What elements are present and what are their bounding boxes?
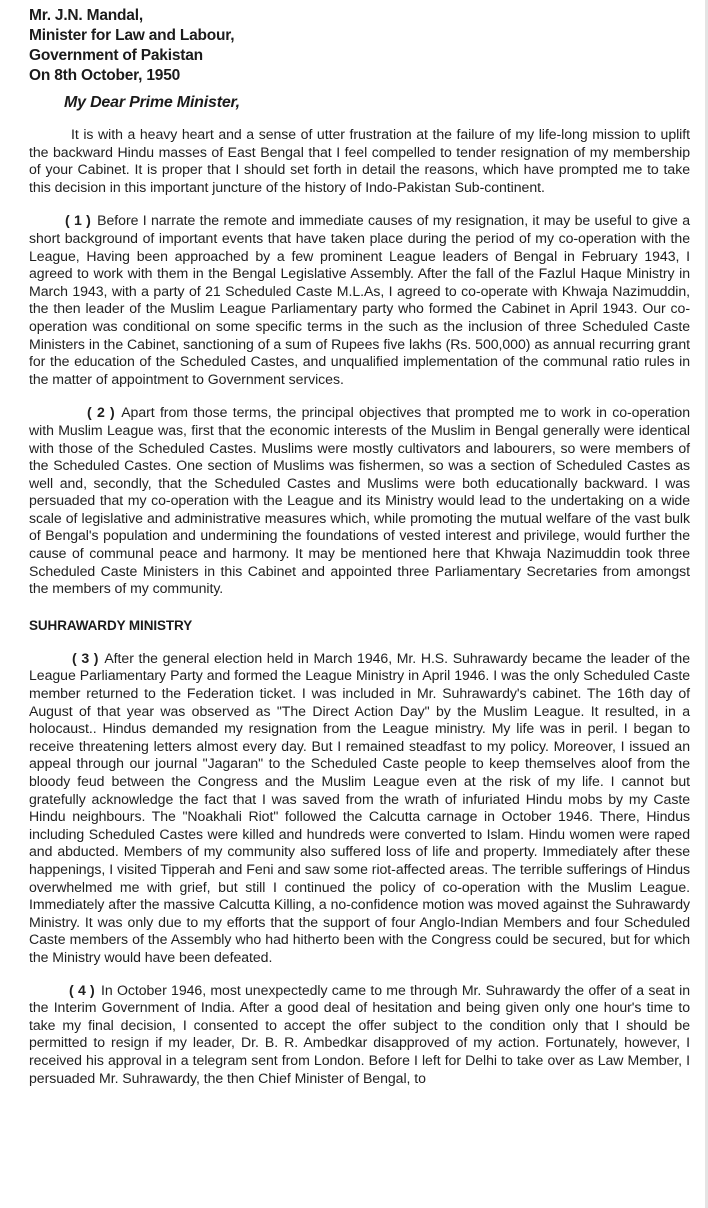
paragraph-text: In October 1946, most unexpectedly came to me through Mr. Suhrawardy the offer of a seat in the Interim Government of India. After a good deal of hesitation and being given only one hour's time to take my final decision, I consented to accept the offer subject to the condition only that I should be permitted to resign if my leader, Dr. B. R. Ambedkar disapproved of my action. Fortunately, however, I received his approval in a telegram sent from London. Before I left for Delhi to take over as Law Member, I persuaded Mr. Suhrawardy, the then Chief Minister of Bengal, to: [29, 981, 690, 1086]
salutation: My Dear Prime Minister,: [64, 94, 240, 111]
paragraph-text: After the general election held in March 1946, Mr. H.S. Suhrawardy became the leader of the League Parliamentary Party and formed the League Ministry in April 1946. I was the only Scheduled Caste member returned to the Federation ticket. I was included in Mr. Suhrawardy's cabinet. The 16th day of August of that year was observed as "The Direct Action Day" by the Muslim League. It resulted, in a holocaust.. Hindus demanded my resignation from the League ministry. My life was in peril. I began to receive threatening letters almost every day. But I remained steadfast to my policy. Moreover, I issued an appeal through our journal "Jagaran" to the Scheduled Caste people to keep themselves aloof from the bloody feud between the Congress and the Muslim League even at the risk of my life. I cannot but gratefully acknowledge the fact that I was saved from the wrath of infuriated Hindu mobs by my Caste Hindu neighbours. The "Noakhali Riot" followed the Calcutta carnage in October 1946. There, Hindus including Scheduled Castes were killed and hundreds were converted to Islam. Hindu women were raped and abducted. Members of my community also suffered loss of life and property. Immediately after these happenings, I visited Tipperah and Feni and saw some riot-affected areas. The terrible sufferings of Hindus overwhelmed me with grief, but still I continued the policy of co-operation with the Muslim League. Immediately after the massive Calcutta Killing, a no-confidence motion was moved against the Suhrawardy Ministry. It was only due to my efforts that the support of four Anglo-Indian Members and four Scheduled Caste members of the Assembly who had hitherto been with the Congress could be secured, but for which the Ministry would have been defeated.: [29, 649, 691, 965]
paragraph-number: ( 3 ): [72, 649, 99, 666]
paragraph-text: Apart from those terms, the principal objectives that prompted me to work in co-operation with Muslim League was, first that the economic interests of the Muslim in Bengal generally were identical with those of the Scheduled Castes. Muslims were mostly cultivators and labourers, so were members of the Scheduled Castes. One section of Muslims was fishermen, so was a section of Scheduled Castes as well and, secondly, that the Scheduled Castes and Muslims were both educationally backward. I was persuaded that my co-operation with the League and its Ministry would lead to the undertaking on a wide scale of legislative and administrative measures which, while promoting the mutual welfare of the vast bulk of Bengal's population and undermining the foundations of vested interest and privilege, would further the cause of communal peace and harmony. It may be mentioned here that Khwaja Nazimuddin took three Scheduled Caste Ministers in this Cabinet and appointed three Parliamentary Secretaries from amongst the members of my community.: [29, 404, 690, 597]
letter-header: [29, 6, 690, 86]
intro-paragraph: It is with a heavy heart and a sense of utter frustration at the failure of my life-long mission to uplift the backward Hindu masses of East Bengal that I feel compelled to tender resignation of my membership of your Cabinet. It is proper that I should set forth in detail the reasons, which have prompted me to take this decision in this important juncture of the history of Indo-Pakistan Sub-continent.: [29, 126, 690, 195]
paragraph-number: ( 4 ): [69, 981, 95, 998]
section-heading: SUHRAWARDY MINISTRY: [29, 617, 193, 633]
paragraph-text: Before I narrate the remote and immediate causes of my resignation, it may be useful to give a short background of important events that have taken place during the period of my co-operation with the League, Having been approached by a few prominent League leaders of Bengal in February 1943, I agreed to work with them in the Bengal Legislative Assembly. After the fall of the Fazlul Haque Ministry in March 1943, with a party of 21 Scheduled Caste M.L.As, I agreed to co-operate with Khwaja Nazimuddin, the then leader of the Muslim League Parliamentary party who formed the Cabinet in April 1943. Our co-operation was conditional on some specific terms in the such as the inclusion of three Scheduled Caste Ministers in the Cabinet, sanctioning of a sum of Rupees five lakhs (Rs. 500,000) as annual recurring grant for the education of the Scheduled Castes, and unqualified implementation of the communal ratio rules in the matter of appointment to Government services.: [29, 212, 690, 387]
letter-content: [29, 6, 690, 1087]
paragraph-number: ( 1 ): [65, 212, 91, 229]
sender-name: Mr. J.N. Mandal,: [29, 7, 143, 24]
paragraph-3: [29, 650, 690, 967]
sender-government: Government of Pakistan: [29, 47, 203, 64]
paragraph-number: ( 2 ): [87, 404, 115, 421]
paragraph-4: [29, 982, 690, 1088]
paragraph-2: [29, 404, 690, 598]
sender-title: Minister for Law and Labour,: [29, 27, 235, 44]
letter-date: On 8th October, 1950: [29, 67, 181, 84]
paragraph-1: [29, 212, 690, 388]
